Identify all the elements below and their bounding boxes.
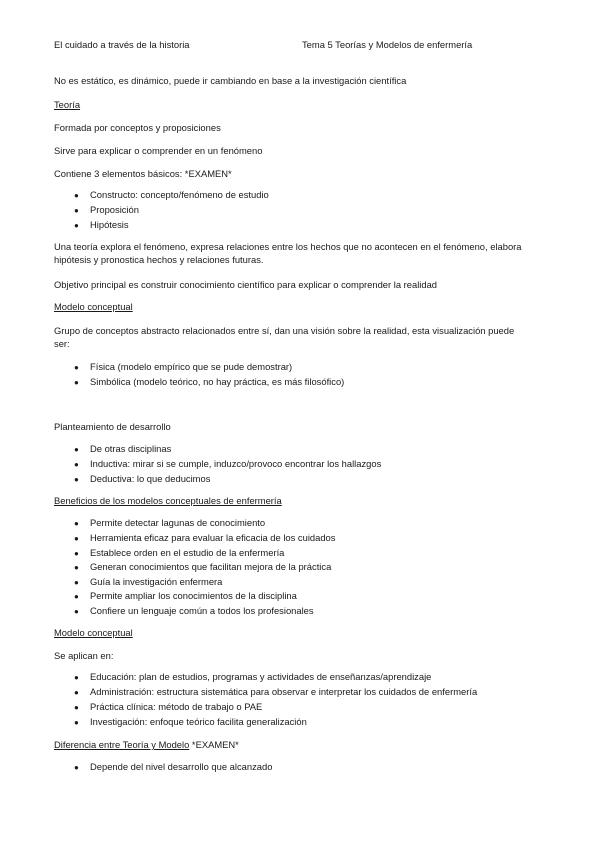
list-item: ● De otras disciplinas xyxy=(74,443,172,454)
list-item: ● Proposición xyxy=(74,204,139,215)
list-item: ● Hipótesis xyxy=(74,219,129,230)
heading-diferencia xyxy=(54,739,239,750)
heading-diferencia-text: Diferencia entre Teoría y Modelo xyxy=(54,739,190,750)
header-right: Tema 5 Teorías y Modelos de enfermería xyxy=(302,39,473,50)
list-item: ● Simbólica (modelo teórico, no hay práctica, es más filosófico) xyxy=(74,376,345,387)
list-item: ● Deductiva: lo que deducimos xyxy=(74,473,211,484)
list-item: ● Constructo: concepto/fenómeno de estudio xyxy=(74,189,269,200)
list-item: ● Investigación: enfoque teórico facilita generalización xyxy=(74,716,307,727)
modelo-p1: Grupo de conceptos abstracto relacionados entre sí, dan una visión sobre la realidad, esta visualización puede ser: xyxy=(54,325,515,349)
heading-beneficios: Beneficios de los modelos conceptuales de enfermería xyxy=(54,495,282,506)
list-item: ● Permite detectar lagunas de conocimiento xyxy=(74,517,266,528)
list-item: ● Establece orden en el estudio de la enfermería xyxy=(74,547,285,558)
heading-modelo-conceptual-2: Modelo conceptual xyxy=(54,627,133,638)
page-header xyxy=(54,39,554,53)
list-item: ● Administración: estructura sistemática para observar e interpretar los cuidados de enfermería xyxy=(74,686,478,697)
list-item: ● Herramienta eficaz para evaluar la eficacia de los cuidados xyxy=(74,532,336,543)
list-item: ● Confiere un lenguaje común a todos los profesionales xyxy=(74,605,314,616)
list-item: ● Práctica clínica: método de trabajo o PAE xyxy=(74,701,263,712)
list-item: ● Guía la investigación enfermera xyxy=(74,576,223,587)
examen-tag: *EXAMEN* xyxy=(189,739,239,750)
teoria-p4: Una teoría explora el fenómeno, expresa relaciones entre los hechos que no acontecen en el fenómeno, elabora hipótesis y pronostica hechos y relaciones futuras. xyxy=(54,241,522,265)
list-item: ● Depende del nivel desarrollo que alcanzado xyxy=(74,761,273,772)
list-item: ● Permite ampliar los conocimientos de la disciplina xyxy=(74,590,297,601)
list-item: ● Generan conocimientos que facilitan mejora de la práctica xyxy=(74,561,332,572)
list-item: ● Inductiva: mirar si se cumple, induzco/provoco encontrar los hallazgos xyxy=(74,458,382,469)
list-item: ● Educación: plan de estudios, programas y actividades de enseñanzas/aprendizaje xyxy=(74,671,432,682)
heading-teoria: Teoría xyxy=(54,99,81,110)
heading-modelo-conceptual: Modelo conceptual xyxy=(54,301,133,312)
modelo2-p1: Se aplican en: xyxy=(54,650,114,661)
teoria-p1: Formada por conceptos y proposiciones xyxy=(54,122,221,133)
teoria-p5: Objetivo principal es construir conocimiento científico para explicar o comprender la realidad xyxy=(54,279,438,290)
teoria-p2: Sirve para explicar o comprender en un fenómeno xyxy=(54,145,263,156)
list-item: ● Física (modelo empírico que se pude demostrar) xyxy=(74,361,293,372)
heading-planteamiento: Planteamiento de desarrollo xyxy=(54,421,171,432)
teoria-p3: Contiene 3 elementos básicos: *EXAMEN* xyxy=(54,168,232,179)
header-left: El cuidado a través de la historia xyxy=(54,39,190,50)
intro-text: No es estático, es dinámico, puede ir cambiando en base a la investigación científica xyxy=(54,75,407,86)
